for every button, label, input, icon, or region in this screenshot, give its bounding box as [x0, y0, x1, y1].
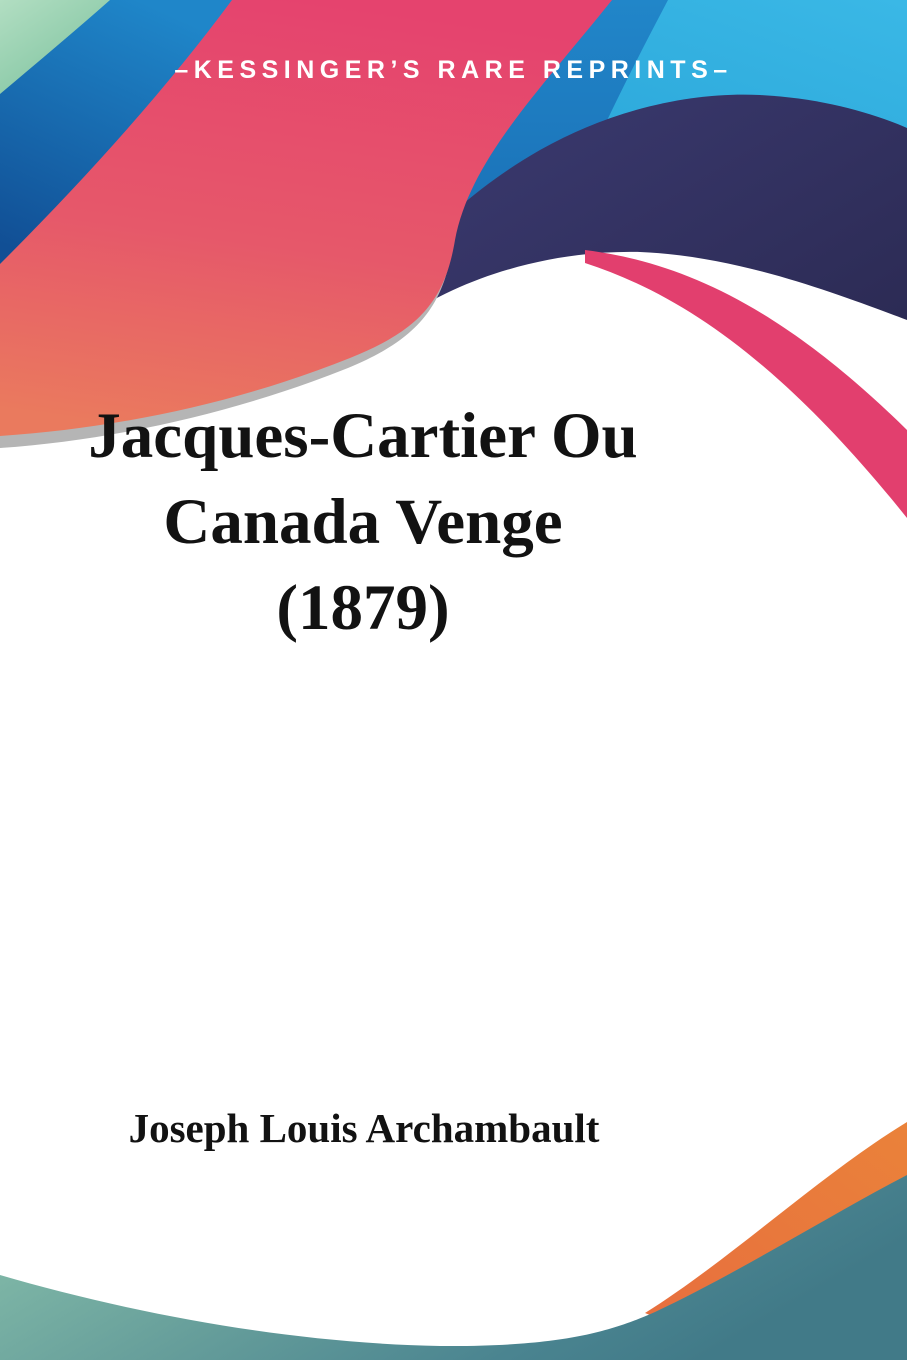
title-line-3: (1879) [276, 572, 450, 644]
title-line-2: Canada Venge [163, 486, 563, 558]
book-title [0, 393, 726, 651]
book-author: Joseph Louis Archambault [128, 1105, 600, 1151]
publisher-banner: –KESSINGER’S RARE REPRINTS– [174, 56, 733, 84]
title-line-1: Jacques-Cartier Ou [88, 400, 638, 472]
teal-wave [0, 1175, 907, 1360]
